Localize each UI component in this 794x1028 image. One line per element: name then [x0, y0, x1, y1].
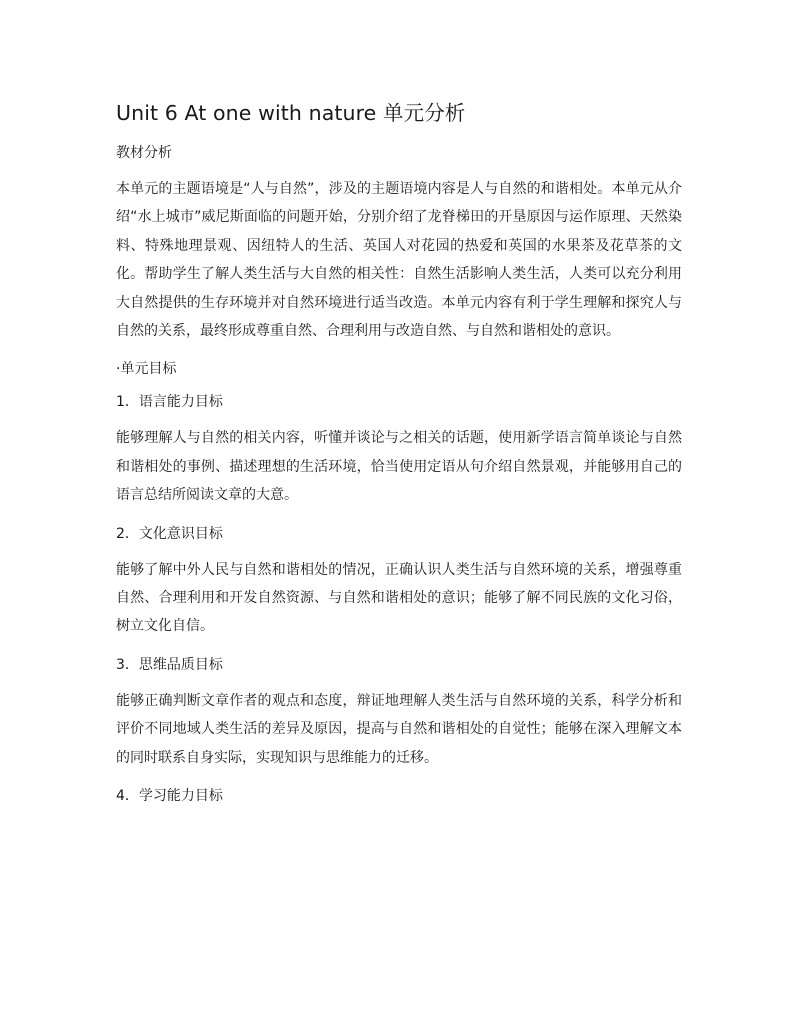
paragraph-textbook-analysis: 本单元的主题语境是“人与自然”，涉及的主题语境内容是人与自然的和谐相处。本单元从介绍“水上城市”威尼斯面临的问题开始，分别介绍了龙脊梯田的开垦原因与运作原理、天然染料、特殊地理景观、因纽特人的生活、英国人对花园的热爱和英国的水果茶及花草茶的文化。帮助学生了解人类生活与大自然的相关性：自然生活影响人类生活，人类可以充分利用大自然提供的生存环境并对自然环境进行适当改造。本单元内容有利于学生理解和探究人与自然的关系，最终形成尊重自然、合理利用与改造自然、与自然和谐相处的意识。: [116, 181, 682, 340]
document-page: [116, 98, 682, 818]
section-heading-thinking-goal: 3．思维品质目标: [116, 656, 223, 673]
section-heading-culture-goal: 2．文化意识目标: [116, 525, 223, 542]
section-heading-learning-goal: 4．学习能力目标: [116, 788, 223, 805]
section-heading-textbook-analysis: 教材分析: [116, 145, 172, 161]
section-heading-language-goal: 1．语言能力目标: [116, 394, 223, 411]
paragraph-culture-goal: 能够了解中外人民与自然和谐相处的情况，正确认识人类生活与自然环境的关系，增强尊重自然、合理利用和开发自然资源、与自然和谐相处的意识；能够了解不同民族的文化习俗，树立文化自信。: [116, 561, 682, 635]
paragraph-language-goal: 能够理解人与自然的相关内容，听懂并谈论与之相关的话题，使用新学语言简单谈论与自然和谐相处的事例、描述理想的生活环境，恰当使用定语从句介绍自然景观，并能够用自己的语言总结所阅读文章的大意。: [116, 430, 682, 504]
paragraph-thinking-goal: 能够正确判断文章作者的观点和态度，辩证地理解人类生活与自然环境的关系，科学分析和评价不同地域人类生活的差异及原因，提高与自然和谐相处的自觉性；能够在深入理解文本的同时联系自身实际，实现知识与思维能力的迁移。: [116, 692, 682, 766]
section-heading-unit-goals: ·单元目标: [116, 361, 177, 378]
document-title: Unit 6 At one with nature 单元分析: [116, 101, 466, 125]
